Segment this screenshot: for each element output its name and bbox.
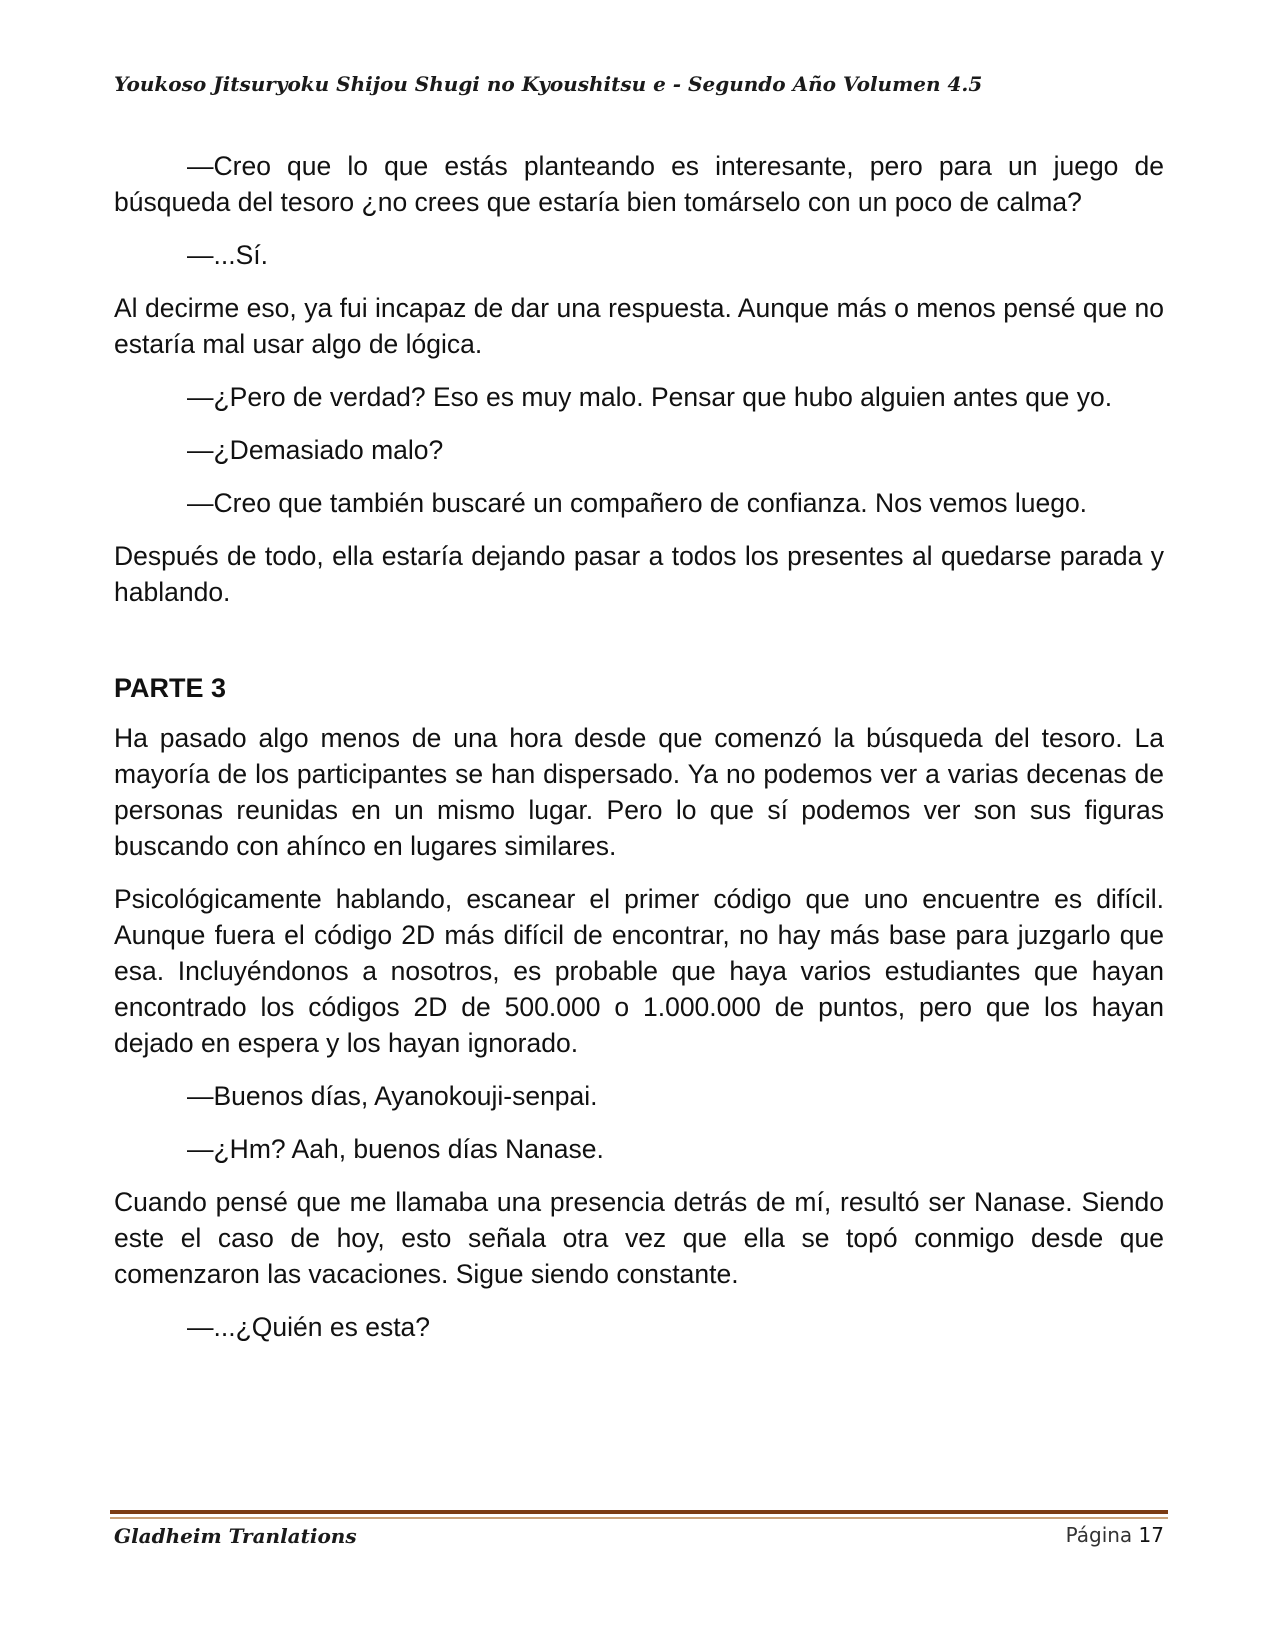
dialogue-paragraph: —Buenos días, Ayanokouji-senpai. — [187, 1081, 598, 1111]
footer-page-indicator — [1066, 1523, 1164, 1547]
narration-paragraph: Ha pasado algo menos de una hora desde que comenzó la búsqueda del tesoro. La mayoría de los participantes se han dispersado. Ya no podemos ver a varias decenas de personas reunidas en un mismo lugar. Pero lo que sí podemos ver son sus figuras buscando con ahínco en lugares similares. — [114, 723, 1164, 861]
footer-divider-light — [110, 1517, 1168, 1519]
body-text — [114, 148, 1164, 1362]
dialogue-paragraph: —Creo que también buscaré un compañero de confianza. Nos vemos luego. — [187, 488, 1088, 518]
dialogue-paragraph: —¿Demasiado malo? — [187, 435, 444, 465]
dialogue-paragraph: —...¿Quién es esta? — [187, 1312, 431, 1342]
dialogue-paragraph: —...Sí. — [187, 240, 268, 270]
dialogue-paragraph: —¿Hm? Aah, buenos días Nanase. — [187, 1134, 604, 1164]
dialogue-paragraph: —Creo que lo que estás planteando es interesante, pero para un juego de búsqueda del tesoro ¿no crees que estaría bien tomárselo con un poco de calma? — [114, 151, 1164, 217]
narration-paragraph: Después de todo, ella estaría dejando pasar a todos los presentes al quedarse parada y hablando. — [114, 541, 1164, 607]
narration-paragraph: Al decirme eso, ya fui incapaz de dar una respuesta. Aunque más o menos pensé que no estaría mal usar algo de lógica. — [114, 293, 1164, 359]
page-label: Página — [1065, 1523, 1133, 1547]
page-number: 17 — [1138, 1523, 1164, 1547]
narration-paragraph: Psicológicamente hablando, escanear el primer código que uno encuentre es difícil. Aunque fuera el código 2D más difícil de encontrar, no hay más base para juzgarlo que esa. Incluyéndonos a nosotros, es probable que haya varios estudiantes que hayan encontrado los códigos 2D de 500.000 o 1.000.000 de puntos, pero que los hayan dejado en espera y los hayan ignorado. — [114, 884, 1164, 1058]
narration-paragraph: Cuando pensé que me llamaba una presencia detrás de mí, resultó ser Nanase. Siendo este el caso de hoy, esto señala otra vez que ella se topó conmigo desde que comenzaron las vacaciones. Sigue siendo constante. — [114, 1187, 1164, 1289]
dialogue-paragraph: —¿Pero de verdad? Eso es muy malo. Pensar que hubo alguien antes que yo. — [187, 382, 1113, 412]
section-title: PARTE 3 — [114, 673, 227, 703]
footer-divider — [110, 1510, 1168, 1514]
footer-publisher: Gladheim Tranlations — [114, 1524, 357, 1548]
page-header-title: Youkoso Jitsuryoku Shijou Shugi no Kyoushitsu e - Segundo Año Volumen 4.5 — [114, 72, 983, 96]
